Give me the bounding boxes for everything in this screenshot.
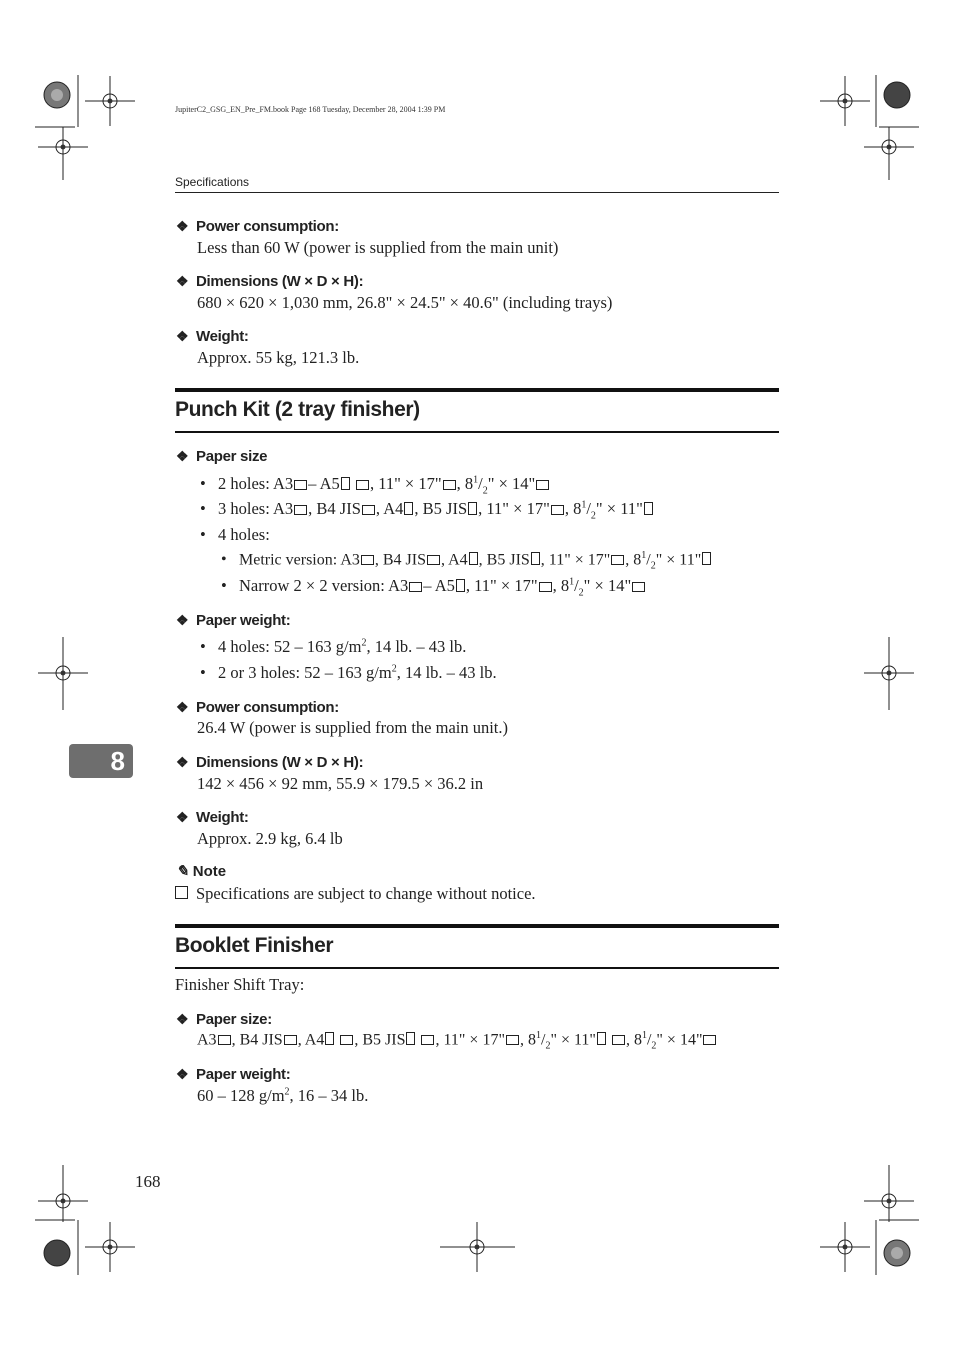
list-item-metric-version: • Metric version: A3 , B4 JIS , A4 , B5 JIS , 11" × 17" , $8^1/_2$" × 11" (221, 550, 712, 572)
note-item: Specifications are subject to change without notice. (175, 884, 536, 904)
landscape-paper-icon (294, 505, 307, 515)
power-consumption-heading: ❖ Power consumption: (176, 218, 339, 235)
portrait-paper-icon (597, 1032, 606, 1045)
diamond-bullet-icon: ❖ (176, 1011, 189, 1027)
section-rule-top (175, 924, 779, 928)
booklet-paper-size-heading: ❖ Paper size: (176, 1011, 272, 1028)
section-rule-top (175, 388, 779, 392)
portrait-paper-icon (702, 552, 711, 565)
list-item-4-holes: • 4 holes: (200, 525, 270, 544)
portrait-paper-icon (406, 1032, 415, 1045)
diamond-bullet-icon: ❖ (176, 328, 189, 344)
landscape-paper-icon (536, 480, 549, 490)
finisher-shift-tray-label: Finisher Shift Tray: (175, 975, 305, 994)
punch-kit-title: Punch Kit (2 tray finisher) (175, 398, 420, 421)
punch-weight-value: Approx. 2.9 kg, 6.4 lb (197, 829, 343, 848)
portrait-paper-icon (341, 477, 350, 490)
header-rule (175, 192, 779, 193)
diamond-bullet-icon: ❖ (176, 612, 189, 628)
landscape-paper-icon (362, 505, 375, 515)
diamond-bullet-icon: ❖ (176, 448, 189, 464)
landscape-paper-icon (409, 582, 422, 592)
list-item-weight-4-holes: • 4 holes: 52 – 163 $g/m^2$, 14 lb. – 43 lb. (200, 637, 467, 656)
landscape-paper-icon (506, 1035, 519, 1045)
landscape-paper-icon (551, 505, 564, 515)
running-head: Specifications (175, 175, 250, 189)
booklet-paper-weight-heading: ❖ Paper weight: (176, 1066, 291, 1083)
portrait-paper-icon (404, 502, 413, 515)
diamond-bullet-icon: ❖ (176, 218, 189, 234)
booklet-finisher-title: Booklet Finisher (175, 934, 334, 957)
list-item-weight-2-3-holes: • 2 or 3 holes: 52 – 163 $g/m^2$, 14 lb. – 43 lb. (200, 663, 497, 682)
checkbox-bullet-icon (175, 886, 188, 899)
landscape-paper-icon (218, 1035, 231, 1045)
landscape-paper-icon (703, 1035, 716, 1045)
list-item-2-holes: • 2 holes: A3 – A5 , 11" × 17" , $8^1/_2$" × 14" (200, 474, 550, 496)
portrait-paper-icon (644, 502, 653, 515)
power-consumption-value: Less than 60 W (power is supplied from the main unit) (197, 238, 559, 257)
print-header-line: JupiterC2_GSG_EN_Pre_FM.book Page 168 Tuesday, December 28, 2004 1:39 PM (175, 105, 446, 114)
booklet-paper-size-value: A3 , B4 JIS , A4 , B5 JIS , 11" × 17" , $8^1/_2$" × 11" , $8^1/_2$" × 14" (197, 1030, 717, 1052)
landscape-paper-icon (632, 582, 645, 592)
weight-value: Approx. 55 kg, 121.3 lb. (197, 348, 360, 367)
landscape-paper-icon (356, 480, 369, 490)
portrait-paper-icon (531, 552, 540, 565)
list-item-3-holes: • 3 holes: A3 , B4 JIS , A4 , B5 JIS , 11" × 17" , $8^1/_2$" × 11" (200, 499, 654, 521)
landscape-paper-icon (611, 555, 624, 565)
weight-heading: ❖ Weight: (176, 328, 249, 345)
landscape-paper-icon (421, 1035, 434, 1045)
page-number: 168 (135, 1172, 161, 1191)
dimensions-heading: ❖ Dimensions (W × D × H): (176, 273, 364, 290)
landscape-paper-icon (340, 1035, 353, 1045)
dimensions-value: 680 × 620 × 1,030 mm, 26.8" × 24.5" × 40.6" (including trays) (197, 293, 613, 312)
section-rule-bottom (175, 431, 779, 433)
portrait-paper-icon (469, 552, 478, 565)
chapter-tab: 8 (69, 744, 133, 778)
landscape-paper-icon (284, 1035, 297, 1045)
note-heading: ✎ Note (176, 863, 227, 880)
portrait-paper-icon (456, 579, 465, 592)
punch-dimensions-heading: ❖ Dimensions (W × D × H): (176, 754, 364, 771)
paper-size-heading: ❖ Paper size (176, 448, 268, 465)
landscape-paper-icon (612, 1035, 625, 1045)
landscape-paper-icon (427, 555, 440, 565)
pencil-note-icon: ✎ (176, 863, 189, 880)
paper-weight-heading: ❖ Paper weight: (176, 612, 291, 629)
diamond-bullet-icon: ❖ (176, 754, 189, 770)
diamond-bullet-icon: ❖ (176, 809, 189, 825)
landscape-paper-icon (294, 480, 307, 490)
punch-weight-heading: ❖ Weight: (176, 809, 249, 826)
punch-power-heading: ❖ Power consumption: (176, 699, 339, 716)
portrait-paper-icon (325, 1032, 334, 1045)
landscape-paper-icon (539, 582, 552, 592)
punch-dimensions-value: 142 × 456 × 92 mm, 55.9 × 179.5 × 36.2 in (197, 774, 484, 793)
list-item-narrow-version: • Narrow 2 × 2 version: A3 – A5 , 11" × 17" , $8^1/_2$" × 14" (221, 576, 646, 598)
booklet-paper-weight-value: 60 – 128 $g/m^2$, 16 – 34 lb. (197, 1086, 369, 1105)
portrait-paper-icon (468, 502, 477, 515)
punch-power-value: 26.4 W (power is supplied from the main unit.) (197, 718, 509, 737)
landscape-paper-icon (443, 480, 456, 490)
section-rule-bottom (175, 967, 779, 969)
diamond-bullet-icon: ❖ (176, 1066, 189, 1082)
landscape-paper-icon (361, 555, 374, 565)
diamond-bullet-icon: ❖ (176, 699, 189, 715)
diamond-bullet-icon: ❖ (176, 273, 189, 289)
